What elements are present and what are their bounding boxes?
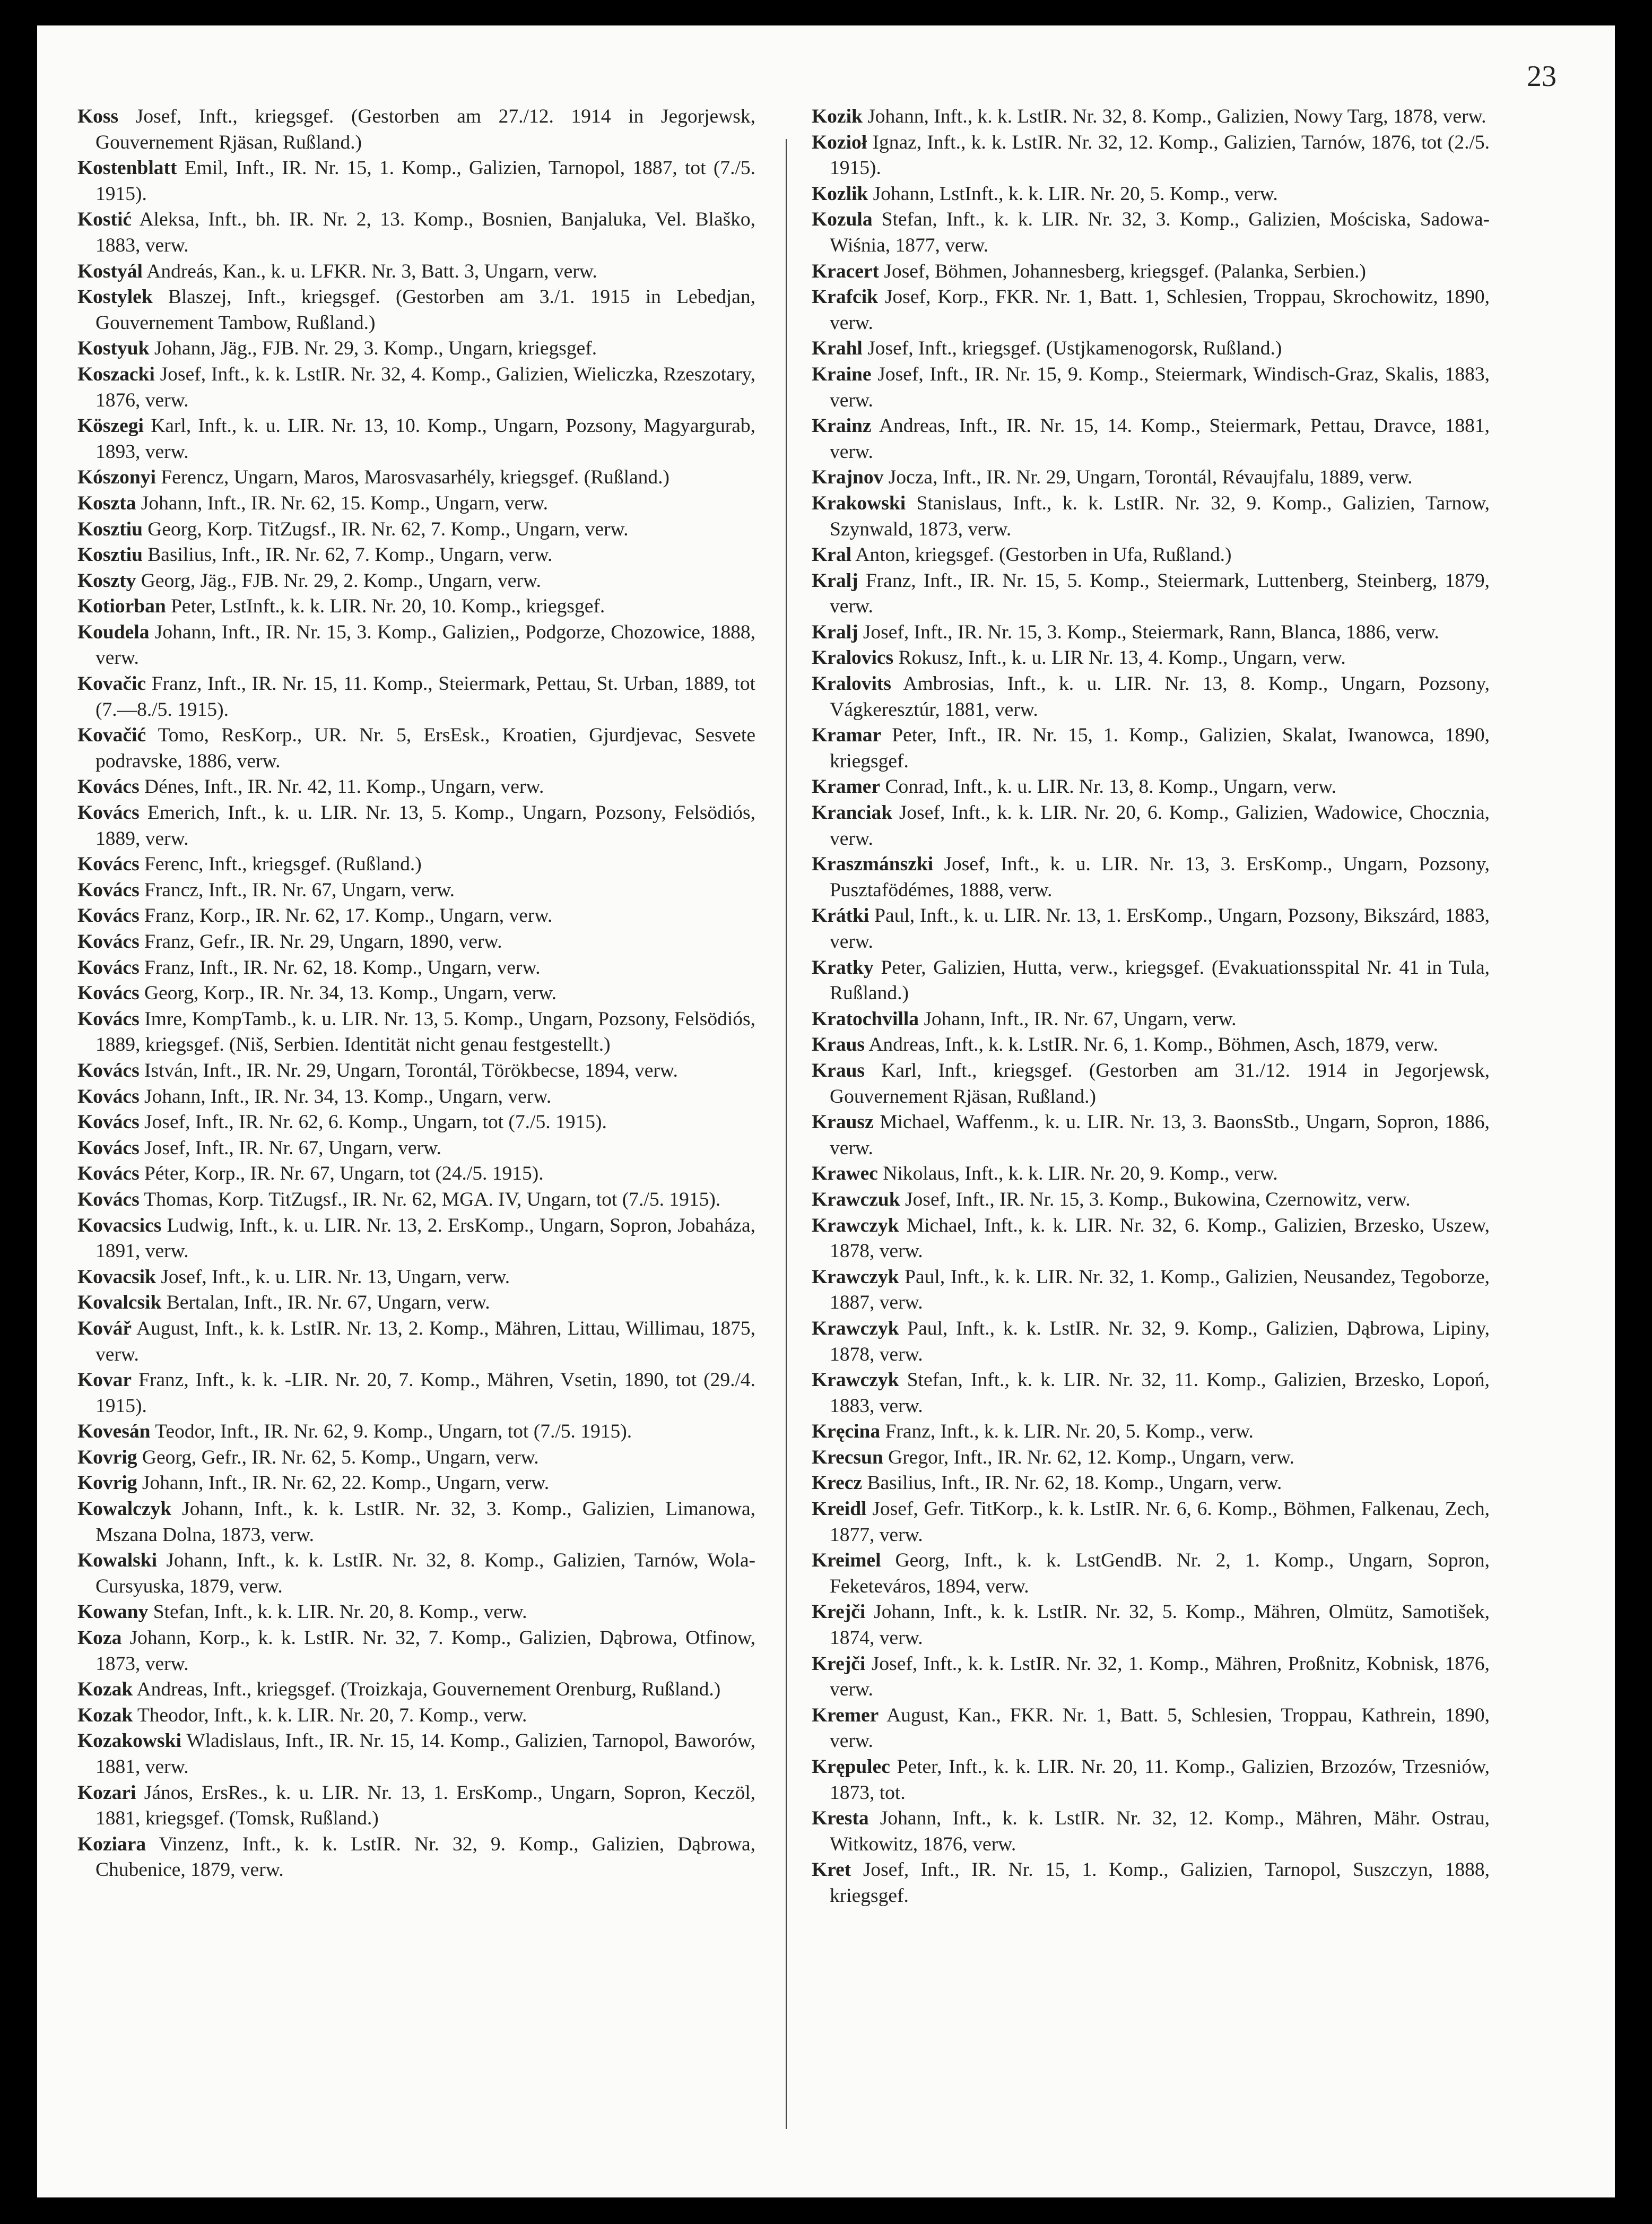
list-entry	[812, 903, 1490, 955]
list-entry	[77, 1832, 755, 1883]
entry-details: Peter, LstInft., k. k. LIR. Nr. 20, 10. Komp., kriegsgef.	[171, 595, 605, 618]
entry-details: Bertalan, Inft., IR. Nr. 67, Ungarn, verw.	[166, 1292, 490, 1314]
entry-details: Franz, Inft., IR. Nr. 62, 18. Komp., Ungarn, verw.	[144, 956, 541, 979]
entry-surname: Krahl	[812, 338, 863, 360]
entry-surname: Kovács	[77, 1085, 140, 1107]
entry-surname: Kovács	[77, 931, 140, 953]
entry-details: Basilius, Inft., IR. Nr. 62, 18. Komp., Ungarn, verw.	[867, 1472, 1282, 1494]
entry-details: Anton, kriegsgef. (Gestorben in Ufa, Rußland.)	[855, 544, 1232, 566]
entry-surname: Krecsun	[812, 1446, 883, 1468]
list-entry	[812, 491, 1490, 542]
list-entry	[77, 259, 755, 285]
entry-details: Josef, Inft., IR. Nr. 15, 3. Komp., Bukowina, Czernowitz, verw.	[905, 1188, 1411, 1210]
entry-details: Tomo, ResKorp., UR. Nr. 5, ErsEsk., Kroatien, Gjurdjevac, Sesvete podravske, 1886, verw.	[95, 724, 755, 772]
entry-surname: Koszta	[77, 492, 136, 514]
entry-details: Georg, Gefr., IR. Nr. 62, 5. Komp., Ungarn, verw.	[142, 1446, 539, 1468]
entry-details: Johann, Inft., k. k. LstIR. Nr. 32, 8. Komp., Galizien, Nowy Targ, 1878, verw.	[867, 106, 1486, 127]
entry-surname: Kramer	[812, 776, 881, 798]
entry-surname: Krafcik	[812, 286, 878, 308]
entry-details: Andreas, Inft., kriegsgef. (Troizkaja, Gouvernement Orenburg, Rußland.)	[136, 1678, 721, 1701]
entry-surname: Krakowski	[812, 492, 906, 514]
entry-surname: Kracert	[812, 260, 879, 282]
list-entry	[77, 594, 755, 620]
entry-surname: Kovács	[77, 1137, 140, 1159]
list-entry	[812, 259, 1490, 285]
entry-surname: Kovács	[77, 905, 140, 927]
entry-details: Johann, Jäg., FJB. Nr. 29, 3. Komp., Ungarn, kriegsgef.	[154, 338, 597, 360]
entry-surname: Koziara	[77, 1833, 146, 1855]
entry-details: Dénes, Inft., IR. Nr. 42, 11. Komp., Ungarn, verw.	[144, 776, 544, 798]
entry-surname: Kostylek	[77, 286, 153, 308]
list-entry	[77, 336, 755, 362]
entry-details: Stefan, Inft., k. k. LIR. Nr. 32, 11. Komp., Galizien, Brzesko, Lopoń, 1883, verw.	[830, 1369, 1490, 1417]
list-entry	[77, 104, 755, 155]
entry-details: Georg, Inft., k. k. LstGendB. Nr. 2, 1. Komp., Ungarn, Sopron, Feketeváros, 1894, verw.	[830, 1550, 1490, 1597]
entry-surname: Kovács	[77, 879, 140, 901]
entry-surname: Kovalcsik	[77, 1292, 162, 1314]
entry-details: Andreás, Kan., k. u. LFKR. Nr. 3, Batt. 3, Ungarn, verw.	[146, 260, 597, 282]
entry-surname: Koszty	[77, 569, 136, 592]
entry-details: Imre, KompTamb., k. u. LIR. Nr. 13, 5. Komp., Ungarn, Pozsony, Felsödiós, 1889, kriegsgef. (Niš, Serbien. Identität nicht genau festgestellt.)	[95, 1008, 755, 1056]
entry-surname: Kozak	[77, 1678, 133, 1701]
entry-surname: Koudela	[77, 621, 150, 643]
entry-details: Emerich, Inft., k. u. LIR. Nr. 13, 5. Komp., Ungarn, Pozsony, Felsödiós, 1889, verw.	[95, 802, 755, 850]
entry-surname: Kovačić	[77, 724, 146, 747]
entry-surname: Kotiorban	[77, 595, 166, 618]
entry-details: Josef, Inft., kriegsgef. (Gestorben am 27./12. 1914 in Jegorjewsk, Gouvernement Rjäsan, Rußland.)	[95, 106, 756, 153]
list-entry	[812, 104, 1490, 130]
entry-details: Ambrosias, Inft., k. u. LIR. Nr. 13, 8. Komp., Ungarn, Pozsony, Vágkeresztúr, 1881, verw.	[830, 673, 1490, 721]
list-entry	[77, 1368, 755, 1419]
list-entry	[77, 568, 755, 594]
entry-details: Peter, Galizien, Hutta, verw., kriegsgef. (Evakuationsspital Nr. 41 in Tula, Rußland.)	[830, 956, 1490, 1005]
list-entry	[77, 981, 755, 1007]
list-entry	[77, 413, 755, 465]
entry-surname: Kovačic	[77, 673, 146, 695]
entry-surname: Kosztiu	[77, 518, 143, 540]
list-entry	[812, 723, 1490, 774]
entry-surname: Kreimel	[812, 1550, 881, 1572]
entry-surname: Kralovics	[812, 647, 894, 669]
list-entry	[77, 362, 755, 413]
entry-surname: Kowalczyk	[77, 1498, 172, 1520]
list-entry	[77, 517, 755, 543]
entry-surname: Kozak	[77, 1704, 133, 1726]
list-entry	[77, 1496, 755, 1548]
entry-details: Franz, Gefr., IR. Nr. 29, Ungarn, 1890, verw.	[144, 931, 502, 953]
entry-details: Vinzenz, Inft., k. k. LstIR. Nr. 32, 9. Komp., Galizien, Dąbrowa, Chubenice, 1879, verw.	[95, 1833, 756, 1881]
list-entry	[77, 1058, 755, 1084]
list-entry	[812, 465, 1490, 491]
entry-details: Franz, Korp., IR. Nr. 62, 17. Komp., Ungarn, verw.	[144, 905, 553, 927]
entry-surname: Kostyuk	[77, 338, 150, 360]
entry-surname: Kozula	[812, 209, 873, 231]
entry-surname: Krawczyk	[812, 1266, 899, 1288]
entry-details: Ferenc, Inft., kriegsgef. (Rußland.)	[144, 853, 422, 876]
entry-details: Johann, Inft., k. k. LstIR. Nr. 32, 5. Komp., Mähren, Olmütz, Samotišek, 1874, verw.	[830, 1601, 1490, 1649]
entry-details: Aleksa, Inft., bh. IR. Nr. 2, 13. Komp., Bosnien, Banjaluka, Vel. Blaško, 1883, verw.	[95, 209, 755, 256]
entry-details: Johann, Inft., IR. Nr. 15, 3. Komp., Galizien,, Podgorze, Chozowice, 1888, verw.	[95, 621, 755, 669]
entry-details: Andreas, Inft., k. k. LstIR. Nr. 6, 1. Komp., Böhmen, Asch, 1879, verw.	[868, 1034, 1438, 1056]
entry-details: Georg, Jäg., FJB. Nr. 29, 2. Komp., Ungarn, verw.	[141, 569, 541, 592]
list-entry	[77, 1084, 755, 1110]
entry-surname: Krejči	[812, 1652, 866, 1675]
entry-details: Emil, Inft., IR. Nr. 15, 1. Komp., Galizien, Tarnopol, 1887, tot (7./5. 1915).	[95, 157, 756, 205]
entry-details: Peter, Inft., IR. Nr. 15, 1. Komp., Galizien, Skalat, Iwanowca, 1890, kriegsgef.	[830, 724, 1490, 772]
list-entry	[812, 413, 1490, 465]
entry-surname: Krejči	[812, 1601, 866, 1623]
list-entry	[812, 852, 1490, 903]
list-entry	[77, 878, 755, 904]
entry-surname: Kralj	[812, 569, 858, 592]
list-entry	[77, 1780, 755, 1832]
list-entry	[812, 1187, 1490, 1213]
entry-surname: Kral	[812, 544, 851, 566]
list-entry	[812, 1110, 1490, 1161]
list-entry	[812, 207, 1490, 258]
list-entry	[812, 1161, 1490, 1187]
list-entry	[812, 1007, 1490, 1033]
list-entry	[812, 1445, 1490, 1471]
entry-details: Ignaz, Inft., k. k. LstIR. Nr. 32, 12. Komp., Galizien, Tarnów, 1876, tot (2./5. 1915).	[830, 131, 1490, 179]
entry-details: Gregor, Inft., IR. Nr. 62, 12. Komp., Ungarn, verw.	[888, 1446, 1294, 1468]
entry-details: Stefan, Inft., k. k. LIR. Nr. 20, 8. Komp., verw.	[153, 1601, 527, 1623]
entry-details: Jocza, Inft., IR. Nr. 29, Ungarn, Torontál, Révaujfalu, 1889, verw.	[888, 466, 1413, 489]
entry-details: Franz, Inft., IR. Nr. 15, 5. Komp., Steiermark, Luttenberg, Steinberg, 1879, verw.	[830, 569, 1490, 618]
entry-details: Johann, Inft., IR. Nr. 62, 22. Komp., Ungarn, verw.	[142, 1472, 550, 1494]
entry-details: István, Inft., IR. Nr. 29, Ungarn, Torontál, Törökbecse, 1894, verw.	[144, 1059, 678, 1081]
entry-surname: Köszegi	[77, 415, 144, 437]
entry-details: Johann, Inft., IR. Nr. 62, 15. Komp., Ungarn, verw.	[141, 492, 549, 514]
entry-surname: Kozioł	[812, 131, 867, 153]
entry-details: Michael, Waffenm., k. u. LIR. Nr. 13, 3. BaonsStb., Ungarn, Sopron, 1886, verw.	[830, 1111, 1490, 1159]
list-entry	[77, 207, 755, 258]
entry-details: Stanislaus, Inft., k. k. LstIR. Nr. 32, 9. Komp., Galizien, Tarnow, Szynwald, 1873, verw.	[830, 492, 1490, 540]
list-entry	[812, 1316, 1490, 1368]
entry-surname: Kovář	[77, 1317, 132, 1339]
list-entry	[812, 774, 1490, 800]
right-column	[812, 104, 1490, 1909]
entry-surname: Kremer	[812, 1704, 879, 1726]
entry-surname: Kostenblatt	[77, 157, 177, 179]
entry-details: Josef, Inft., k. k. LIR. Nr. 20, 6. Komp., Galizien, Wadowice, Chocznia, verw.	[830, 802, 1490, 850]
entry-details: Georg, Korp. TitZugsf., IR. Nr. 62, 7. Komp., Ungarn, verw.	[147, 518, 629, 540]
entry-surname: Kręcina	[812, 1421, 881, 1443]
entry-surname: Kószonyi	[77, 466, 156, 489]
entry-surname: Kovács	[77, 1188, 140, 1210]
entry-surname: Kralovits	[812, 673, 891, 695]
entry-details: Josef, Inft., kriegsgef. (Ustjkamenogorsk, Rußland.)	[867, 338, 1282, 360]
entry-surname: Kovács	[77, 1059, 140, 1081]
list-entry	[77, 284, 755, 336]
entry-details: Blaszej, Inft., kriegsgef. (Gestorben am 3./1. 1915 in Lebedjan, Gouvernement Tambow, Rußland.)	[95, 286, 755, 334]
entry-surname: Krátki	[812, 905, 870, 927]
list-entry	[812, 1368, 1490, 1419]
entry-details: Ludwig, Inft., k. u. LIR. Nr. 13, 2. ErsKomp., Ungarn, Sopron, Jobaháza, 1891, verw.	[95, 1214, 755, 1262]
list-entry	[77, 1290, 755, 1316]
column-divider	[786, 139, 787, 2129]
entry-details: August, Inft., k. k. LstIR. Nr. 13, 2. Komp., Mähren, Littau, Willimau, 1875, verw.	[95, 1317, 755, 1365]
entry-surname: Kozik	[812, 106, 863, 127]
entry-surname: Kowany	[77, 1601, 149, 1623]
list-entry	[812, 1032, 1490, 1058]
entry-details: Josef, Inft., IR. Nr. 15, 9. Komp., Steiermark, Windisch-Graz, Skalis, 1883, verw.	[830, 363, 1490, 411]
list-entry	[812, 130, 1490, 181]
list-entry	[77, 542, 755, 568]
entry-details: Theodor, Inft., k. k. LIR. Nr. 20, 7. Komp., verw.	[137, 1704, 527, 1726]
entry-surname: Kresta	[812, 1807, 869, 1830]
entry-surname: Kostyál	[77, 260, 143, 282]
entry-surname: Kraus	[812, 1034, 865, 1056]
list-entry	[77, 1625, 755, 1677]
entry-details: Paul, Inft., k. k. LIR. Nr. 32, 1. Komp., Galizien, Neusandez, Tegoborze, 1887, verw.	[830, 1266, 1490, 1314]
list-entry	[812, 181, 1490, 207]
list-entry	[812, 336, 1490, 362]
entry-details: Francz, Inft., IR. Nr. 67, Ungarn, verw.	[144, 879, 455, 901]
list-entry	[812, 284, 1490, 336]
entry-details: August, Kan., FKR. Nr. 1, Batt. 5, Schlesien, Troppau, Kathrein, 1890, verw.	[830, 1704, 1490, 1752]
list-entry	[77, 800, 755, 852]
list-entry	[77, 1136, 755, 1162]
list-entry	[812, 1754, 1490, 1806]
entry-surname: Kraine	[812, 363, 872, 385]
entry-surname: Kozlik	[812, 183, 868, 205]
entry-details: Andreas, Inft., IR. Nr. 15, 14. Komp., Steiermark, Pettau, Dravce, 1881, verw.	[830, 415, 1490, 463]
entry-surname: Kovács	[77, 1111, 140, 1133]
entry-surname: Kraus	[812, 1059, 865, 1081]
entry-surname: Krawczyk	[812, 1214, 899, 1236]
list-entry	[77, 1599, 755, 1625]
list-entry	[812, 1265, 1490, 1316]
entry-details: Conrad, Inft., k. u. LIR. Nr. 13, 8. Komp., Ungarn, verw.	[885, 776, 1337, 798]
entry-details: Wladislaus, Inft., IR. Nr. 15, 14. Komp., Galizien, Tarnopol, Baworów, 1881, verw.	[95, 1730, 755, 1778]
entry-details: Péter, Korp., IR. Nr. 67, Ungarn, tot (24./5. 1915).	[144, 1163, 544, 1185]
entry-surname: Kovács	[77, 1008, 140, 1030]
list-entry	[77, 903, 755, 929]
entry-surname: Krawczyk	[812, 1317, 899, 1339]
entry-details: Nikolaus, Inft., k. k. LIR. Nr. 20, 9. Komp., verw.	[883, 1163, 1278, 1185]
list-entry	[77, 852, 755, 878]
list-entry	[77, 723, 755, 774]
entry-surname: Krawczyk	[812, 1369, 899, 1391]
list-entry	[77, 1445, 755, 1471]
entry-details: Johann, Inft., k. k. LstIR. Nr. 32, 8. Komp., Galizien, Tarnów, Wola-Cursyuska, 1879, verw.	[95, 1550, 755, 1597]
entry-surname: Kovacsik	[77, 1266, 156, 1288]
entry-surname: Kovács	[77, 1163, 140, 1185]
entry-surname: Kostić	[77, 209, 132, 231]
list-entry	[812, 1419, 1490, 1445]
entry-surname: Kovesán	[77, 1421, 151, 1443]
list-entry	[77, 1677, 755, 1703]
list-entry	[812, 1548, 1490, 1599]
list-entry	[77, 1728, 755, 1780]
entry-details: Basilius, Inft., IR. Nr. 62, 7. Komp., Ungarn, verw.	[147, 544, 553, 566]
entry-details: Georg, Korp., IR. Nr. 34, 13. Komp., Ungarn, verw.	[144, 982, 557, 1005]
entry-surname: Kozari	[77, 1781, 136, 1804]
entry-surname: Kovács	[77, 776, 140, 798]
list-entry	[812, 1470, 1490, 1496]
list-entry	[812, 1857, 1490, 1909]
entry-surname: Krajnov	[812, 466, 884, 489]
entry-details: Josef, Gefr. TitKorp., k. k. LstIR. Nr. 6, 6. Komp., Böhmen, Falkenau, Zech, 1877, verw.	[830, 1498, 1490, 1546]
entry-surname: Kovrig	[77, 1446, 137, 1468]
list-entry	[77, 1265, 755, 1291]
entry-details: Rokusz, Inft., k. u. LIR Nr. 13, 4. Komp., Ungarn, verw.	[898, 647, 1346, 669]
list-entry	[77, 929, 755, 955]
list-entry	[77, 1703, 755, 1729]
entry-details: Josef, Inft., IR. Nr. 15, 3. Komp., Steiermark, Rann, Blanca, 1886, verw.	[863, 621, 1439, 643]
entry-details: Josef, Inft., IR. Nr. 67, Ungarn, verw.	[144, 1137, 442, 1159]
entry-details: Paul, Inft., k. k. LstIR. Nr. 32, 9. Komp., Galizien, Dąbrowa, Lipiny, 1878, verw.	[830, 1317, 1490, 1365]
entry-details: Johann, Inft., k. k. LstIR. Nr. 32, 12. Komp., Mähren, Mähr. Ostrau, Witkowitz, 1876, verw.	[830, 1807, 1490, 1855]
entry-surname: Kozakowski	[77, 1730, 181, 1752]
list-entry	[77, 671, 755, 723]
list-entry	[77, 1316, 755, 1368]
entry-details: Johann, Inft., IR. Nr. 34, 13. Komp., Ungarn, verw.	[144, 1085, 552, 1107]
list-entry	[812, 542, 1490, 568]
left-column	[77, 104, 755, 1883]
entry-surname: Kranciak	[812, 802, 893, 824]
entry-details: Johann, LstInft., k. k. LIR. Nr. 20, 5. Komp., verw.	[873, 183, 1278, 205]
entry-surname: Kosztiu	[77, 544, 143, 566]
list-entry	[77, 1187, 755, 1213]
list-entry	[77, 465, 755, 491]
entry-details: Josef, Inft., k. k. LstIR. Nr. 32, 4. Komp., Galizien, Wieliczka, Rzeszotary, 1876, verw.	[95, 363, 755, 411]
entry-surname: Kovács	[77, 956, 140, 979]
entry-surname: Kovar	[77, 1369, 132, 1391]
entry-details: János, ErsRes., k. u. LIR. Nr. 13, 1. ErsKomp., Ungarn, Sopron, Keczöl, 1881, kriegsgef. (Tomsk, Rußland.)	[95, 1781, 756, 1830]
list-entry	[77, 1007, 755, 1058]
entry-surname: Kovrig	[77, 1472, 137, 1494]
entry-details: Josef, Inft., k. k. LstIR. Nr. 32, 1. Komp., Mähren, Proßnitz, Kobnisk, 1876, verw.	[830, 1652, 1490, 1701]
list-entry	[77, 1419, 755, 1445]
entry-details: Karl, Inft., kriegsgef. (Gestorben am 31./12. 1914 in Jegorjewsk, Gouvernement Rjäsan, Rußland.)	[830, 1059, 1490, 1107]
entry-surname: Kralj	[812, 621, 858, 643]
entry-surname: Kovács	[77, 853, 140, 876]
entry-surname: Krecz	[812, 1472, 863, 1494]
entry-details: Stefan, Inft., k. k. LIR. Nr. 32, 3. Komp., Galizien, Mościska, Sadowa-Wiśnia, 1877, verw.	[830, 209, 1490, 256]
list-entry	[812, 1058, 1490, 1110]
entry-details: Thomas, Korp. TitZugsf., IR. Nr. 62, MGA. IV, Ungarn, tot (7./5. 1915).	[144, 1188, 721, 1210]
entry-details: Josef, Inft., k. u. LIR. Nr. 13, Ungarn, verw.	[161, 1266, 510, 1288]
list-entry	[812, 955, 1490, 1007]
list-entry	[77, 491, 755, 517]
entry-details: Josef, Inft., IR. Nr. 15, 1. Komp., Galizien, Tarnopol, Suszczyn, 1888, kriegsgef.	[830, 1859, 1490, 1907]
list-entry	[812, 620, 1490, 646]
list-entry	[812, 362, 1490, 413]
entry-details: Franz, Inft., k. k. -LIR. Nr. 20, 7. Komp., Mähren, Vsetin, 1890, tot (29./4. 1915).	[95, 1369, 755, 1417]
list-entry	[812, 1703, 1490, 1754]
entry-details: Josef, Böhmen, Johannesberg, kriegsgef. (Palanka, Serbien.)	[884, 260, 1366, 282]
entry-surname: Kovács	[77, 802, 140, 824]
entry-surname: Koszacki	[77, 363, 155, 385]
list-entry	[77, 155, 755, 207]
entry-surname: Kratky	[812, 956, 874, 979]
list-entry	[812, 1806, 1490, 1857]
entry-details: Josef, Inft., IR. Nr. 62, 6. Komp., Ungarn, tot (7./5. 1915).	[144, 1111, 607, 1133]
entry-details: Franz, Inft., k. k. LIR. Nr. 20, 5. Komp., verw.	[885, 1421, 1254, 1443]
entry-surname: Kramar	[812, 724, 882, 747]
document-page	[37, 25, 1615, 2197]
entry-surname: Kret	[812, 1859, 851, 1881]
list-entry	[812, 568, 1490, 620]
entry-details: Johann, Korp., k. k. LstIR. Nr. 32, 7. Komp., Galizien, Dąbrowa, Otfinow, 1873, verw.	[95, 1627, 755, 1675]
list-entry	[812, 1599, 1490, 1651]
entry-surname: Krausz	[812, 1111, 874, 1133]
list-entry	[812, 1213, 1490, 1265]
page-number: 23	[1527, 60, 1557, 93]
entry-surname: Krępulec	[812, 1756, 890, 1778]
entry-details: Paul, Inft., k. u. LIR. Nr. 13, 1. ErsKomp., Ungarn, Pozsony, Bikszárd, 1883, verw.	[830, 905, 1490, 953]
entry-details: Ferencz, Ungarn, Maros, Marosvasarhély, kriegsgef. (Rußland.)	[161, 466, 670, 489]
list-entry	[77, 1213, 755, 1265]
entry-surname: Kraszmánszki	[812, 853, 934, 876]
list-entry	[812, 1496, 1490, 1548]
entry-surname: Koza	[77, 1627, 122, 1649]
list-entry	[812, 800, 1490, 852]
entry-surname: Kovács	[77, 982, 140, 1005]
entry-details: Johann, Inft., IR. Nr. 67, Ungarn, verw.	[924, 1008, 1237, 1030]
list-entry	[77, 620, 755, 671]
entry-surname: Krainz	[812, 415, 872, 437]
entry-details: Michael, Inft., k. k. LIR. Nr. 32, 6. Komp., Galizien, Brzesko, Uszew, 1878, verw.	[830, 1214, 1490, 1262]
entry-surname: Kreidl	[812, 1498, 867, 1520]
list-entry	[77, 1110, 755, 1136]
entry-details: Peter, Inft., k. k. LIR. Nr. 20, 11. Komp., Galizien, Brzozów, Trzesniów, 1873, tot.	[830, 1756, 1490, 1804]
entry-details: Franz, Inft., IR. Nr. 15, 11. Komp., Steiermark, Pettau, St. Urban, 1889, tot (7.—8./5. 1915).	[95, 673, 755, 721]
list-entry	[77, 1161, 755, 1187]
entry-surname: Krawec	[812, 1163, 878, 1185]
list-entry	[77, 955, 755, 981]
entry-details: Teodor, Inft., IR. Nr. 62, 9. Komp., Ungarn, tot (7./5. 1915).	[155, 1421, 632, 1443]
entry-details: Johann, Inft., k. k. LstIR. Nr. 32, 3. Komp., Galizien, Limanowa, Mszana Dolna, 1873, verw.	[95, 1498, 755, 1546]
list-entry	[77, 1548, 755, 1599]
list-entry	[77, 774, 755, 800]
list-entry	[812, 1651, 1490, 1703]
entry-surname: Kratochvilla	[812, 1008, 919, 1030]
entry-surname: Kowalski	[77, 1550, 158, 1572]
entry-details: Josef, Inft., k. u. LIR. Nr. 13, 3. ErsKomp., Ungarn, Pozsony, Pusztafödémes, 1888, verw.	[830, 853, 1490, 901]
entry-surname: Kovacsics	[77, 1214, 162, 1236]
entry-surname: Koss	[77, 106, 119, 127]
entry-details: Karl, Inft., k. u. LIR. Nr. 13, 10. Komp., Ungarn, Pozsony, Magyargurab, 1893, verw.	[95, 415, 755, 463]
list-entry	[812, 671, 1490, 723]
entry-surname: Krawczuk	[812, 1188, 900, 1210]
list-entry	[77, 1470, 755, 1496]
list-entry	[812, 645, 1490, 671]
entry-details: Josef, Korp., FKR. Nr. 1, Batt. 1, Schlesien, Troppau, Skrochowitz, 1890, verw.	[830, 286, 1490, 334]
